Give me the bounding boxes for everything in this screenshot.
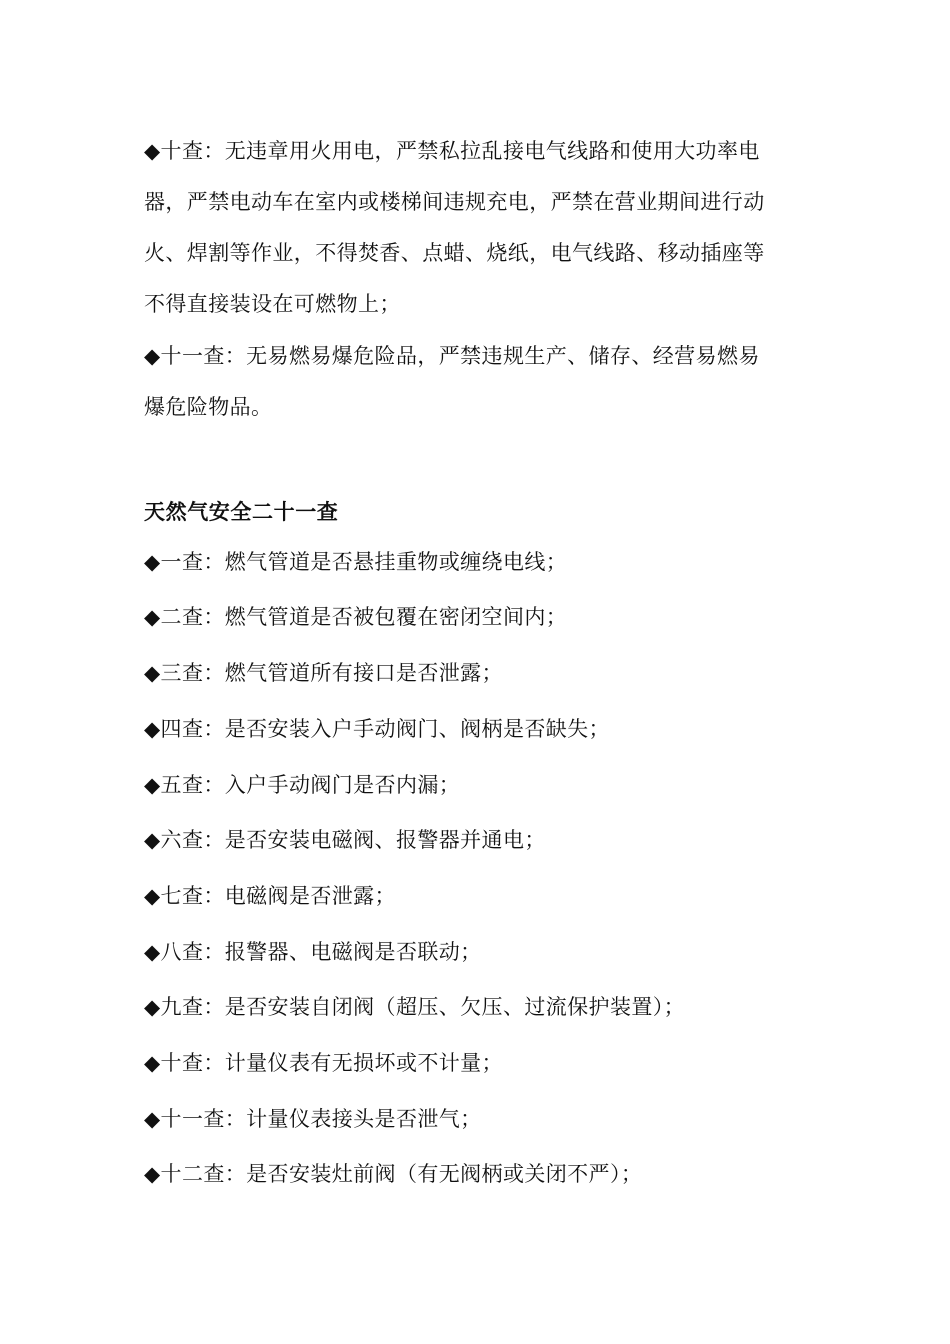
gas-check-item-2: ◆二查：燃气管道是否被包覆在密闭空间内；	[144, 605, 568, 629]
paragraph-line: 不得直接装设在可燃物上；	[144, 292, 401, 316]
paragraph-line: 火、焊割等作业，不得焚香、点蜡、烧纸，电气线路、移动插座等	[144, 241, 765, 265]
gas-check-item-4: ◆四查：是否安装入户手动阀门、阀柄是否缺失；	[144, 717, 610, 741]
gas-check-item-9: ◆九查：是否安装自闭阀（超压、欠压、过流保护装置）；	[144, 995, 686, 1019]
gas-check-item-11: ◆十一查：计量仪表接头是否泄气；	[144, 1107, 482, 1131]
paragraph-line: ◆十一查：无易燃易爆危险品，严禁违规生产、储存、经营易燃易	[144, 344, 760, 368]
paragraph-line: 器，严禁电动车在室内或楼梯间违规充电，严禁在营业期间进行动	[144, 190, 765, 214]
gas-check-item-6: ◆六查：是否安装电磁阀、报警器并通电；	[144, 828, 546, 852]
fire-check-item-11	[144, 331, 794, 433]
gas-check-item-12: ◆十二查：是否安装灶前阀（有无阀柄或关闭不严）；	[144, 1162, 643, 1186]
gas-check-item-5: ◆五查：入户手动阀门是否内漏；	[144, 773, 461, 797]
section-heading: 天然气安全二十一查	[144, 499, 339, 524]
gas-check-item-8: ◆八查：报警器、电磁阀是否联动；	[144, 940, 482, 964]
paragraph-line: 爆危险物品。	[144, 395, 273, 419]
fire-check-item-10	[144, 126, 794, 330]
gas-check-item-7: ◆七查：电磁阀是否泄露；	[144, 884, 396, 908]
gas-check-item-3: ◆三查：燃气管道所有接口是否泄露；	[144, 661, 503, 685]
gas-check-item-1: ◆一查：燃气管道是否悬挂重物或缠绕电线；	[144, 550, 568, 574]
paragraph-line: ◆十查：无违章用火用电，严禁私拉乱接电气线路和使用大功率电	[144, 139, 760, 163]
gas-check-item-10: ◆十查：计量仪表有无损坏或不计量；	[144, 1051, 503, 1075]
